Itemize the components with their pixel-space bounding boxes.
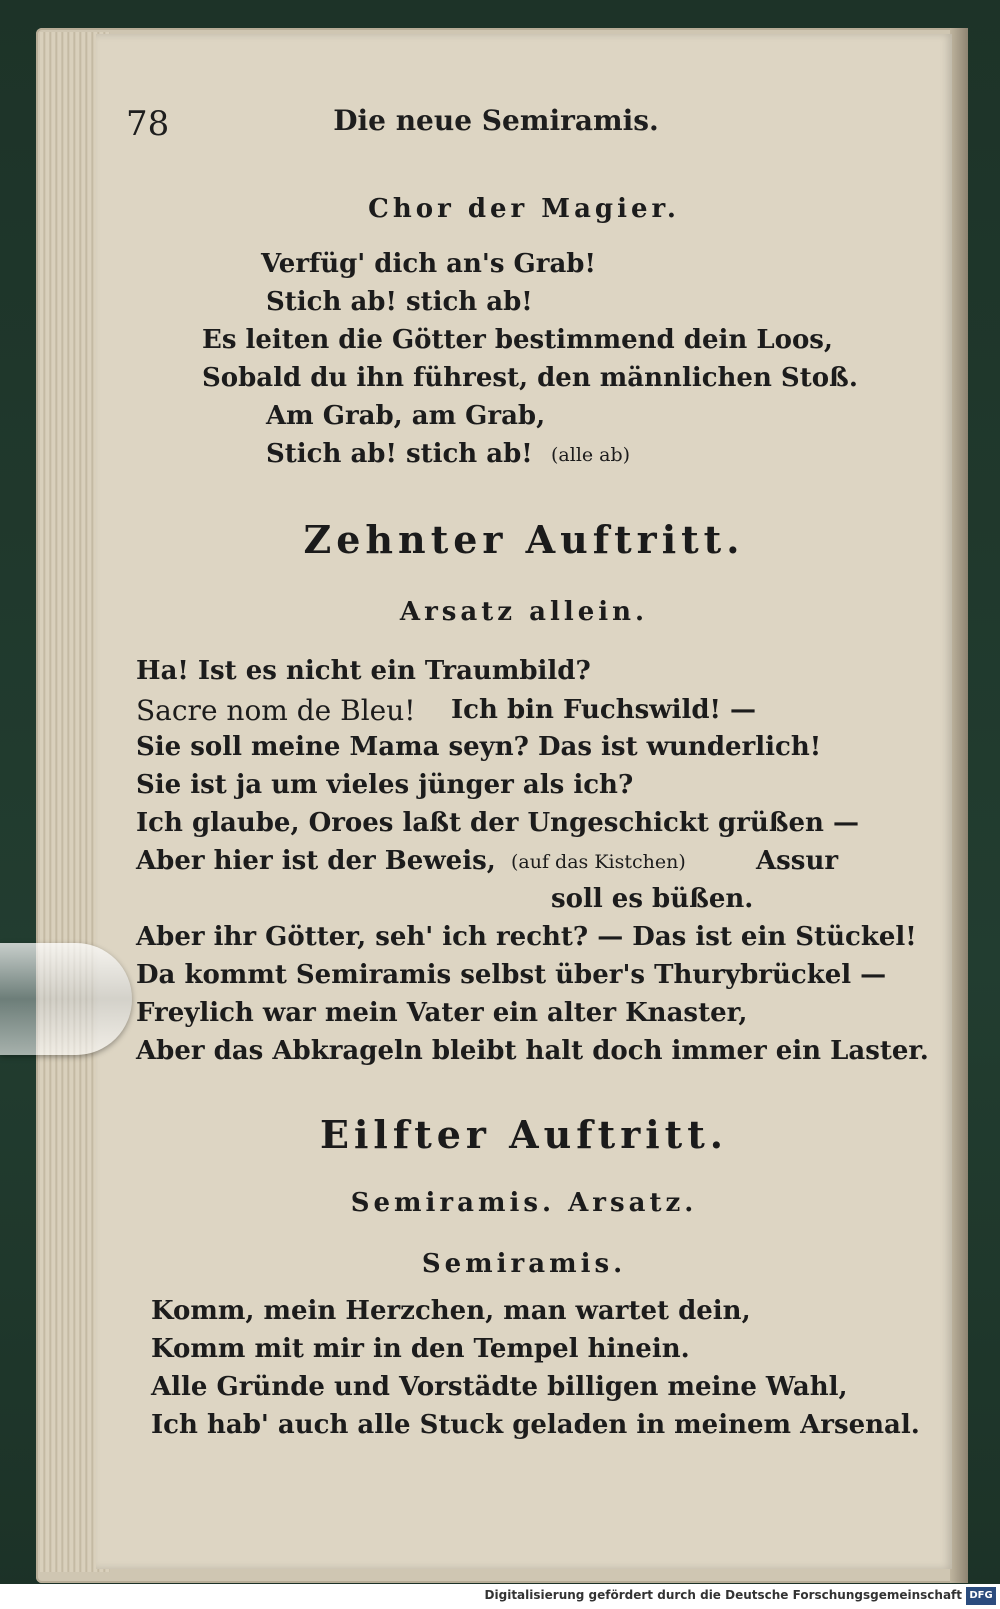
page-header — [126, 104, 926, 154]
verse-line: Ich bin Fuchswild! — — [451, 695, 757, 725]
verse-line: Da kommt Semiramis selbst über's Thurybrückel — — [136, 960, 887, 990]
speaker-arsatz: Arsatz allein. — [399, 597, 649, 627]
footer-bar — [0, 1584, 1000, 1609]
verse-line: Am Grab, am Grab, — [266, 401, 546, 431]
dfg-logo: DFG — [966, 1587, 996, 1605]
verse-line: Freylich war mein Vater ein alter Knaster, — [136, 998, 748, 1028]
verse-line-latin: Sacre nom de Bleu! — [136, 694, 416, 727]
verse-line: Aber das Abkrageln bleibt halt doch immer ein Laster. — [136, 1036, 929, 1066]
page-number: 78 — [126, 104, 170, 144]
digitization-credit: Digitalisierung gefördert durch die Deutsche Forschungsgemeinschaft — [484, 1588, 962, 1602]
scene-heading: Zehnter Auftritt. — [303, 517, 745, 562]
verse-line: Stich ab! stich ab! — [266, 287, 533, 317]
stage-direction: (auf das Kistchen) — [511, 851, 686, 873]
glass-page-weight — [0, 943, 132, 1055]
verse-line: Ich hab' auch alle Stuck geladen in meinem Arsenal. — [151, 1410, 920, 1440]
speaker-semiramis: Semiramis. — [421, 1249, 627, 1279]
verse-line: Komm mit mir in den Tempel hinein. — [151, 1334, 690, 1364]
verse-line: soll es büßen. — [551, 884, 754, 914]
scene-heading: Eilfter Auftritt. — [320, 1112, 728, 1157]
verse-line: Alle Gründe und Vorstädte billigen meine Wahl, — [151, 1372, 848, 1402]
characters-list: Semiramis. Arsatz. — [350, 1188, 698, 1218]
verse-line: Verfüg' dich an's Grab! — [261, 249, 596, 279]
running-title: Die neue Semiramis. — [333, 104, 659, 137]
book-page — [96, 34, 952, 1569]
verse-line: Assur — [756, 846, 839, 876]
verse-line: Sie ist ja um vieles jünger als ich? — [136, 770, 634, 800]
verse-line: Es leiten die Götter bestimmend dein Loos, — [202, 325, 833, 355]
verse-line: Aber ihr Götter, seh' ich recht? — Das ist ein Stückel! — [136, 922, 917, 952]
book-right-edge — [950, 28, 968, 1583]
speaker-chorus: Chor der Magier. — [368, 194, 680, 224]
verse-line: Komm, mein Herzchen, man wartet dein, — [151, 1296, 751, 1326]
verse-line: Ha! Ist es nicht ein Traumbild? — [136, 656, 591, 686]
verse-line: Aber hier ist der Beweis, — [136, 846, 496, 876]
verse-line: Ich glaube, Oroes laßt der Ungeschickt grüßen — — [136, 808, 859, 838]
verse-line: Sobald du ihn führest, den männlichen Stoß. — [202, 363, 858, 393]
verse-line: Stich ab! stich ab! — [266, 439, 533, 469]
stage-direction: (alle ab) — [551, 444, 631, 466]
verse-line: Sie soll meine Mama seyn? Das ist wunderlich! — [136, 732, 822, 762]
